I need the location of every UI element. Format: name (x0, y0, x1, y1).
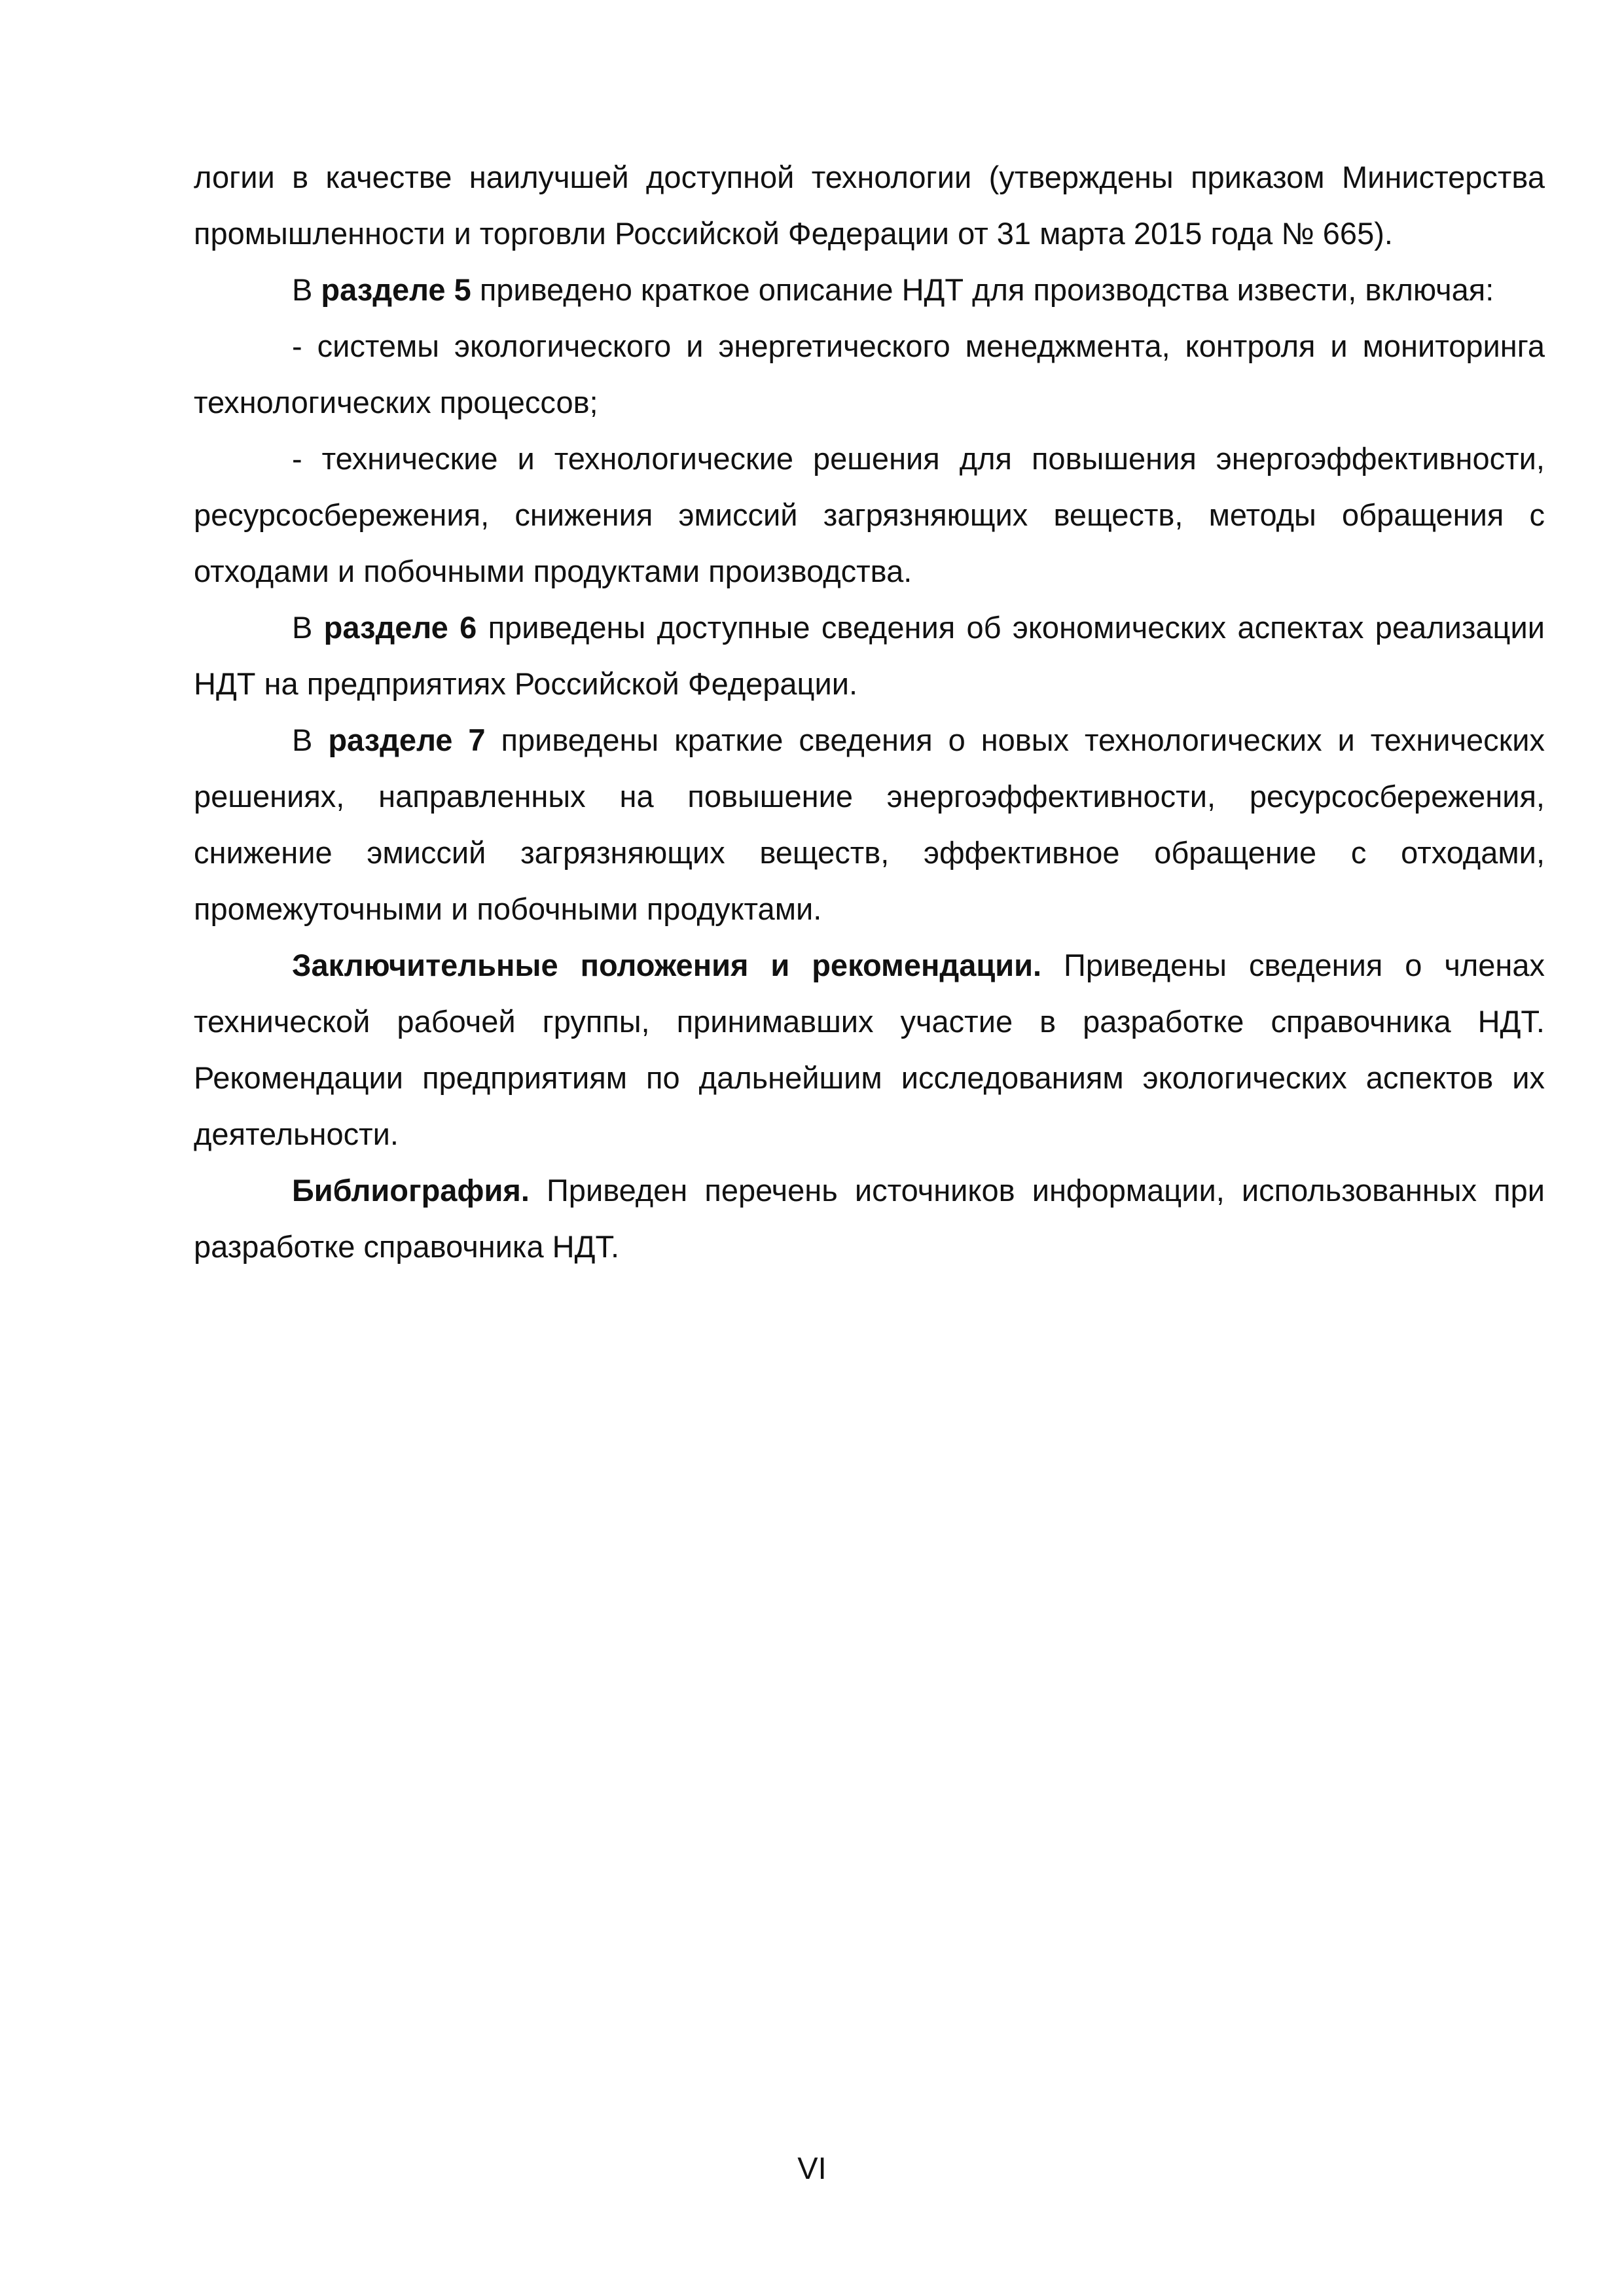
paragraph-text: Приведен перечень источников информации, использованных при разработке справочника НДТ. (194, 1173, 1545, 1264)
paragraph-text: приведены доступные сведения об экономических аспектах реализации НДТ на предприятиях Российской Федерации. (194, 610, 1545, 701)
section-5-reference: разделе 5 (321, 272, 471, 307)
paragraph-final-provisions (194, 937, 1545, 1162)
paragraph-section-5 (194, 262, 1545, 318)
paragraph-bibliography (194, 1162, 1545, 1275)
bibliography-heading: Библиография. (292, 1173, 530, 1208)
list-item-text: - системы экологического и энергетического менеджмента, контроля и мониторинга технологических процессов; (194, 329, 1545, 420)
document-body (194, 149, 1545, 1275)
list-item-management-systems (194, 318, 1545, 431)
list-item-technical-solutions (194, 431, 1545, 600)
paragraph-section-6 (194, 600, 1545, 712)
paragraph-section-7 (194, 712, 1545, 937)
paragraph-text: приведено краткое описание НДТ для производства извести, включая: (471, 272, 1494, 307)
paragraph-prefix: В (292, 272, 321, 307)
paragraph-intro-continuation (194, 149, 1545, 262)
paragraph-text: Приведены сведения о членах технической рабочей группы, принимавших участие в разработке справочника НДТ. Рекомендации предприятиям по дальнейшим исследованиям экологических аспектов их деятельности. (194, 948, 1545, 1151)
final-provisions-heading: Заключительные положения и рекомендации. (292, 948, 1042, 982)
paragraph-prefix: В (292, 610, 324, 645)
paragraph-text: приведены краткие сведения о новых технологических и технических решениях, направленных на повышение энергоэффективности, ресурсосбережения, снижение эмиссий загрязняющих веществ, эффективное обращение с отходами, промежуточными и побочными продуктами. (194, 723, 1545, 926)
paragraph-prefix: В (292, 723, 329, 757)
paragraph-text: логии в качестве наилучшей доступной технологии (утверждены приказом Министерства промышленности и торговли Российской Федерации от 31 марта 2015 года № 665). (194, 160, 1545, 251)
section-7-reference: разделе 7 (328, 723, 486, 757)
page-number: VI (797, 2151, 827, 2185)
section-6-reference: разделе 6 (323, 610, 477, 645)
list-item-text: - технические и технологические решения для повышения энергоэффективности, ресурсосбережения, снижения эмиссий загрязняющих веществ, методы обращения с отходами и побочными продуктами производства. (194, 441, 1545, 588)
